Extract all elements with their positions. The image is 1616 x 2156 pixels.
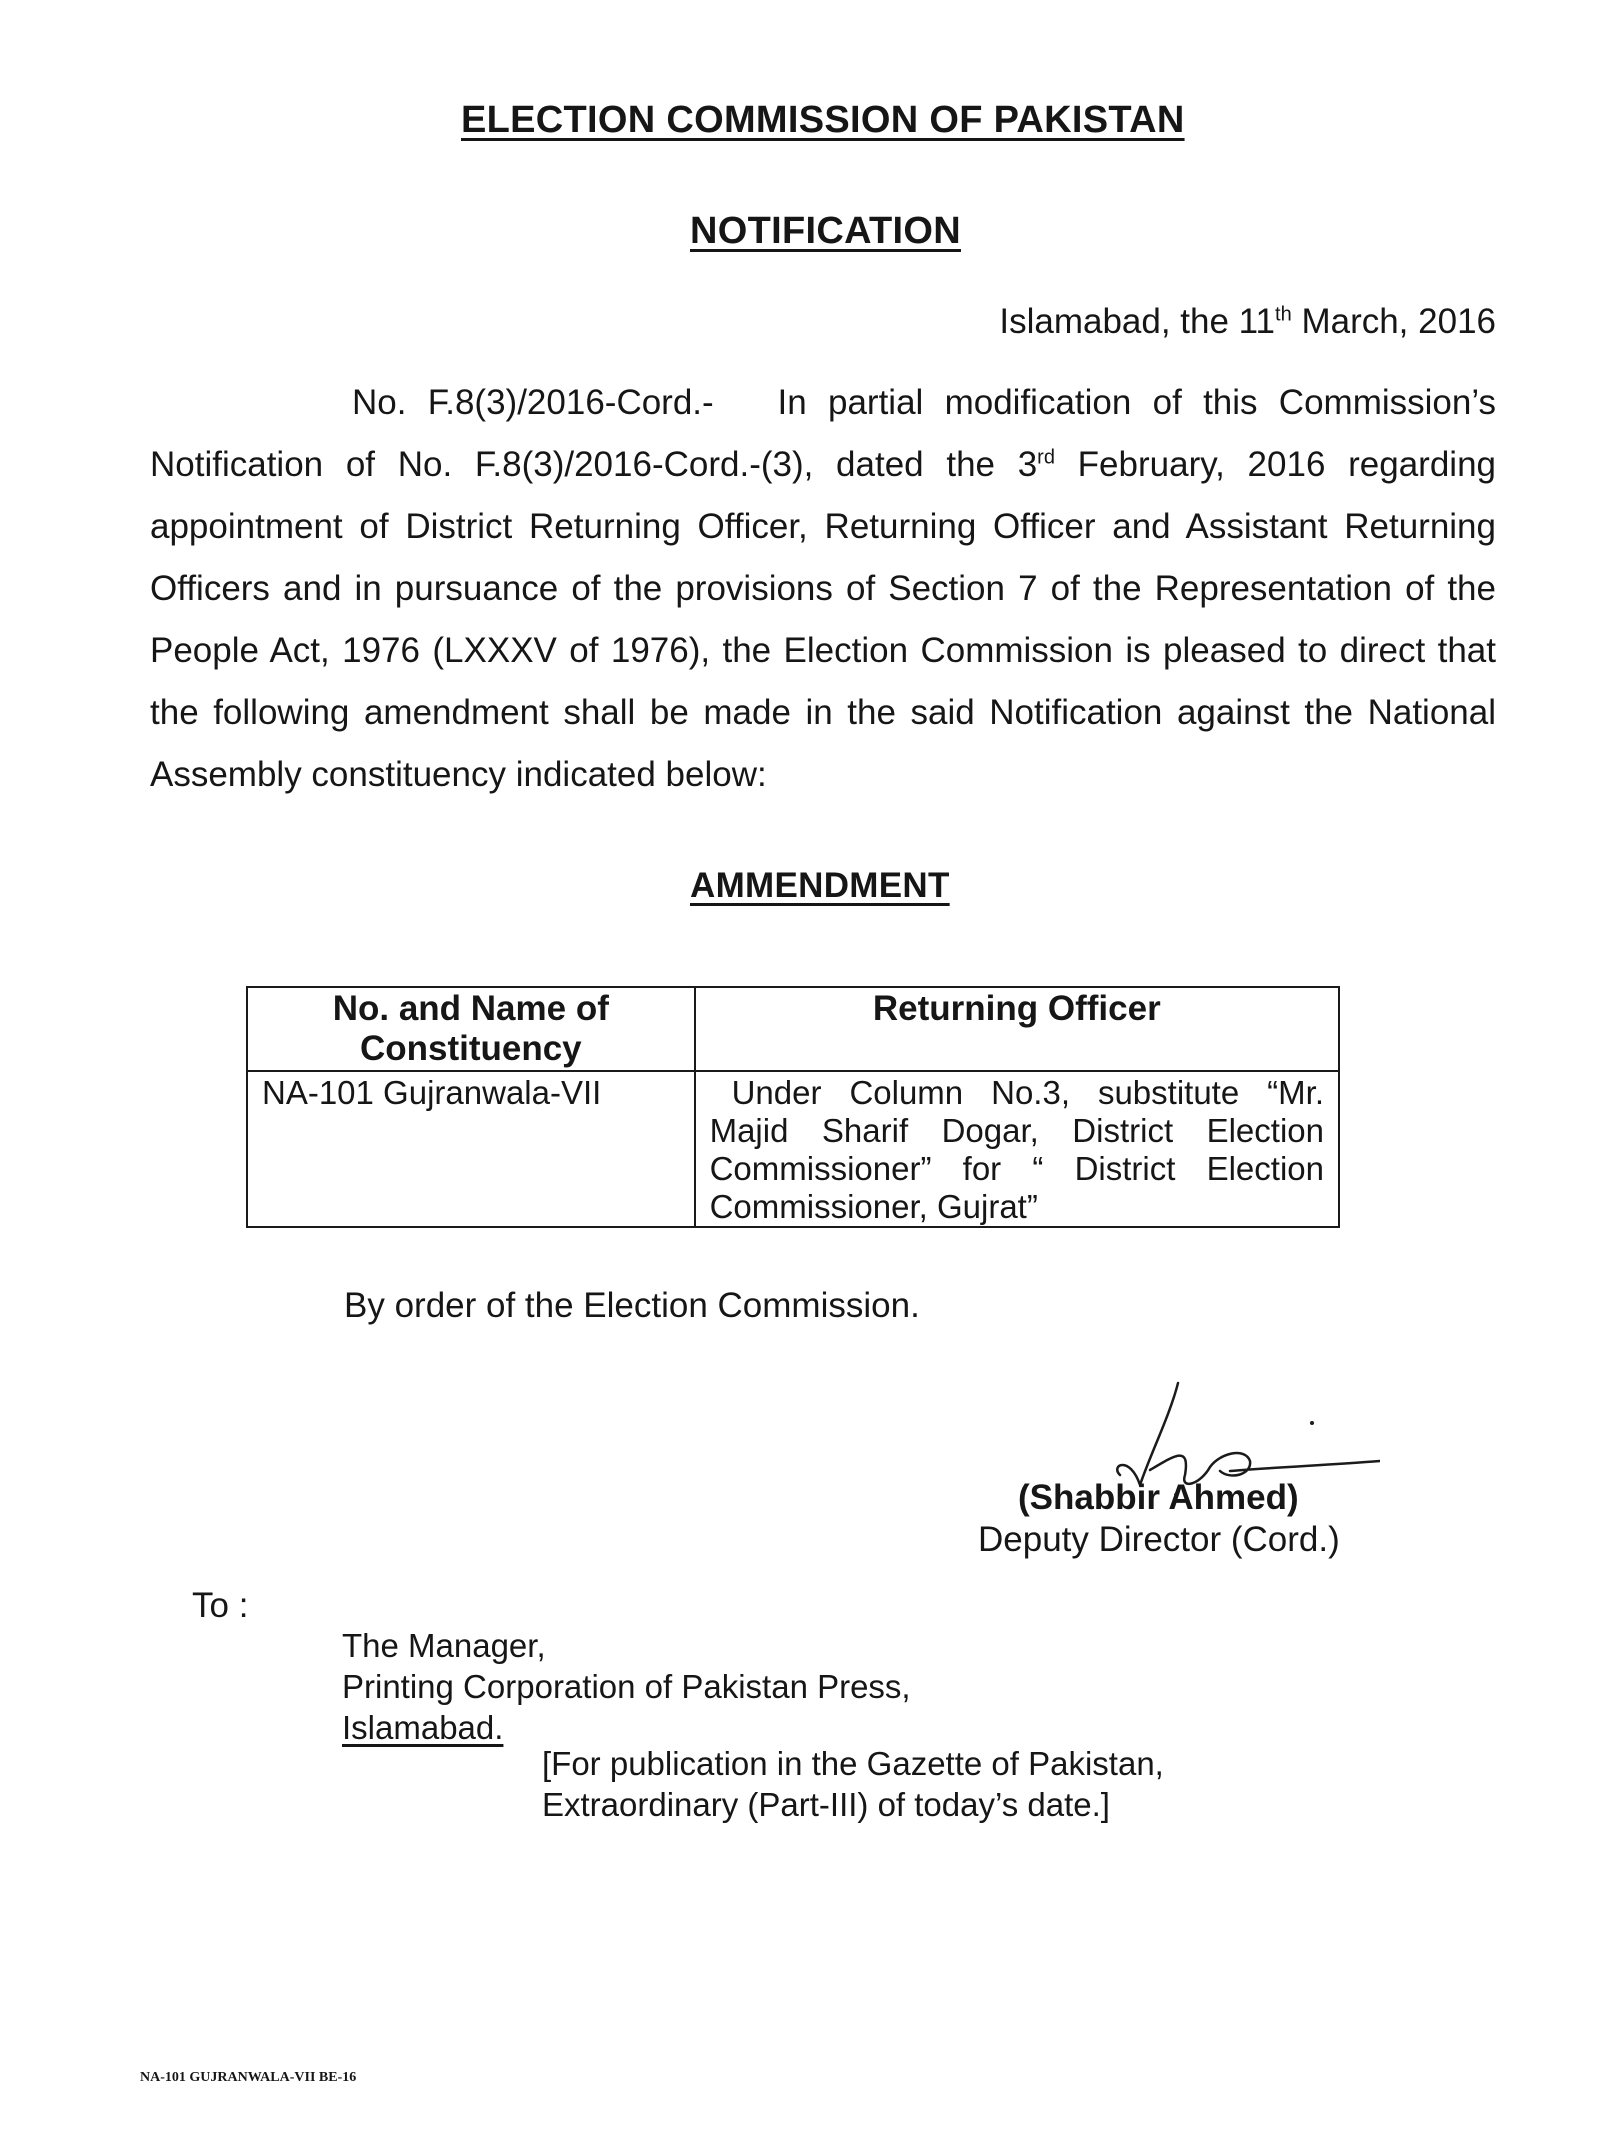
recipient-label: To : [192, 1586, 249, 1625]
notification-heading: NOTIFICATION [690, 210, 961, 252]
order-line: By order of the Election Commission. [344, 1286, 920, 1325]
publication-note-line-1: [For publication in the Gazette of Pakistan, [542, 1745, 1164, 1782]
constituency-cell: NA-101 Gujranwala-VII [247, 1071, 695, 1227]
footer-code: NA-101 GUJRANWALA-VII BE-16 [140, 2070, 357, 2085]
publication-note-line-2: Extraordinary (Part-III) of today’s date.] [542, 1786, 1110, 1823]
reference-number: No. F.8(3)/2016-Cord.- [352, 383, 714, 422]
body-paragraph [150, 372, 1496, 806]
signatory-title: Deputy Director (Cord.) [978, 1520, 1340, 1559]
date-line [999, 302, 1496, 342]
body-date-suffix: rd [1037, 446, 1055, 469]
table-row [247, 1071, 1339, 1227]
date-prefix: Islamabad, the 11 [999, 302, 1276, 341]
amendment-heading: AMMENDMENT [690, 866, 950, 905]
column-header-constituency: No. and Name of Constituency [247, 987, 695, 1071]
signatory-name: (Shabbir Ahmed) [1018, 1478, 1299, 1517]
recipient-line-3: Islamabad. [342, 1709, 504, 1746]
recipient-line-1: The Manager, [342, 1627, 546, 1664]
organization-heading: ELECTION COMMISSION OF PAKISTAN [461, 99, 1185, 141]
date-rest: March, 2016 [1291, 302, 1496, 341]
amendment-table [246, 986, 1340, 1228]
body-text-part1: In partial modification of this Commission’s Notification of No. F.8(3)/2016-Cord.-(3), dated the 3 [150, 383, 1496, 484]
returning-officer-text: Under Column No.3, substitute “Mr. Majid Sharif Dogar, District Election Commissioner” for “ District Election Commissioner, Gujrat” [709, 1074, 1324, 1225]
body-text-part2: February, 2016 regarding appointment of District Returning Officer, Returning Officer and Assistant Returning Officers and in pursuance of the provisions of Section 7 of the Representation of the People Act, 1976 (LXXXV of 1976), the Election Commission is pleased to direct that the following amendment shall be made in the said Notification against the National Assembly constituency indicated below: [150, 445, 1496, 794]
table-header-row [247, 987, 1339, 1071]
recipient-line-2: Printing Corporation of Pakistan Press, [342, 1668, 911, 1705]
date-ordinal-suffix: th [1275, 303, 1292, 326]
signature-image [1080, 1375, 1380, 1495]
column-header-returning-officer: Returning Officer [695, 987, 1339, 1071]
returning-officer-cell [695, 1071, 1339, 1227]
